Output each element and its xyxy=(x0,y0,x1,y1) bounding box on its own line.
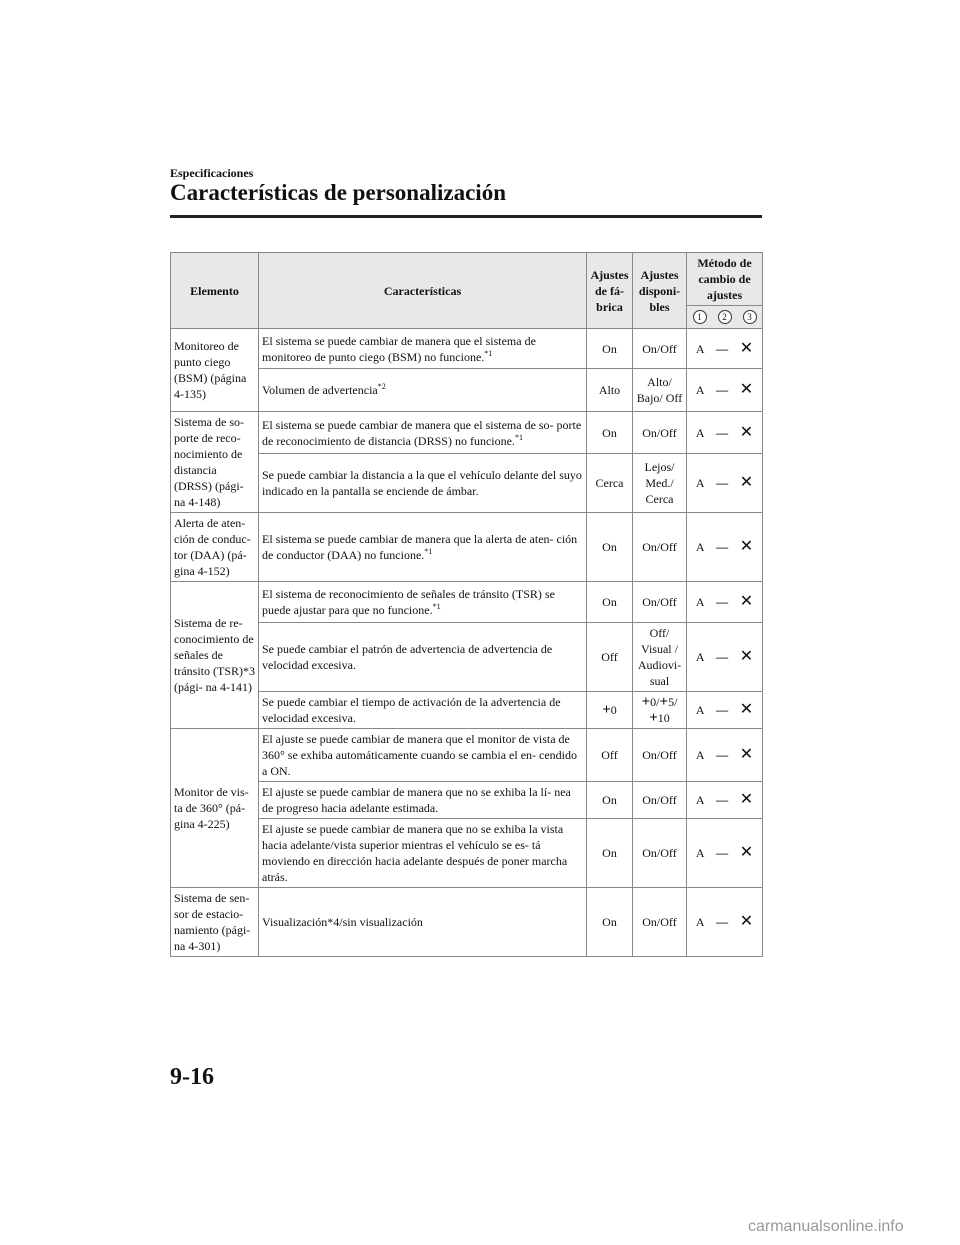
feature-text: Volumen de advertencia xyxy=(262,383,378,397)
dash-icon: — xyxy=(716,793,729,807)
factory-setting-cell: Alto xyxy=(587,369,633,412)
circle-2-icon: 2 xyxy=(718,310,732,324)
footnote-mark: *1 xyxy=(484,348,493,358)
circle-3-icon: 3 xyxy=(743,310,757,324)
method-cell xyxy=(687,412,763,454)
factory-setting-cell: On xyxy=(587,412,633,454)
table-row xyxy=(171,623,763,692)
dash-icon: — xyxy=(716,650,729,664)
method-a-mark: A xyxy=(695,540,705,554)
footnote-mark: *1 xyxy=(432,602,441,611)
cross-icon: ✕ xyxy=(739,339,754,357)
footnote-mark: *1 xyxy=(514,432,523,442)
element-cell: Monitoreo de punto ciego (BSM) (página 4-135) xyxy=(171,329,259,412)
method-cell xyxy=(687,623,763,692)
table-row xyxy=(171,412,763,454)
cross-icon: ✕ xyxy=(739,701,754,718)
cross-icon: ✕ xyxy=(739,648,754,665)
table-row xyxy=(171,454,763,513)
table-row xyxy=(171,329,763,369)
feature-text: Se puede cambiar el tiempo de activación de la advertencia de velocidad excesiva. xyxy=(262,695,561,725)
element-cell: Sistema de re- conocimiento de señales de tránsito (TSR)*3 (pági- na 4-141) xyxy=(171,582,259,729)
header-features: Características xyxy=(259,253,587,329)
method-cell xyxy=(687,888,763,957)
table-row xyxy=(171,582,763,623)
feature-text: El sistema se puede cambiar de manera que el sistema de so- porte de reconocimiento de distancia (DRSS) no funcione. xyxy=(262,417,582,448)
feature-text: El sistema de reconocimiento de señales de tránsito (TSR) se puede ajustar para que no funcione. xyxy=(262,587,555,617)
watermark: carmanualsonline.info xyxy=(748,1218,904,1235)
method-a-mark: A xyxy=(695,425,705,440)
method-a-mark: A xyxy=(695,341,705,356)
cross-icon: ✕ xyxy=(739,791,754,808)
feature-cell xyxy=(259,692,587,729)
available-settings-cell: Off/ Visual / Audiovi- sual xyxy=(633,623,687,692)
circle-1-icon: 1 xyxy=(693,310,707,324)
cross-icon: ✕ xyxy=(739,474,754,492)
available-settings-cell: +0/+5/ +10 xyxy=(633,692,687,729)
method-cell xyxy=(687,692,763,729)
method-cell xyxy=(687,369,763,412)
section-label: Especificaciones xyxy=(170,166,254,180)
feature-text: Se puede cambiar la distancia a la que el vehículo delante del suyo indicado en la pantalla se enciende de ámbar. xyxy=(262,468,582,499)
dash-icon: — xyxy=(716,425,729,440)
dash-icon: — xyxy=(716,383,729,397)
dash-icon: — xyxy=(716,748,729,762)
method-a-mark: A xyxy=(695,703,705,717)
method-a-mark: A xyxy=(695,383,705,397)
dash-icon: — xyxy=(716,341,729,356)
feature-text: El ajuste se puede cambiar de manera que el monitor de vista de 360° se exhiba automáticamente cuando se cambia el en- cendido a ON. xyxy=(262,732,578,778)
feature-text: Visualización*4/sin visualización xyxy=(262,915,423,929)
factory-setting-cell: +0 xyxy=(587,692,633,729)
available-settings-cell: On/Off xyxy=(633,329,687,369)
factory-setting-cell: On xyxy=(587,513,633,582)
feature-text: Se puede cambiar el patrón de advertencia de advertencia de velocidad excesiva. xyxy=(262,642,553,672)
available-settings-cell: On/Off xyxy=(633,782,687,819)
dash-icon: — xyxy=(716,540,729,554)
factory-setting-cell: On xyxy=(587,582,633,623)
available-settings-cell: On/Off xyxy=(633,582,687,623)
available-settings-cell: On/Off xyxy=(633,513,687,582)
header-available: Ajustes disponi- bles xyxy=(633,253,687,329)
factory-setting-cell: On xyxy=(587,329,633,369)
feature-cell xyxy=(259,369,587,412)
available-settings-cell: On/Off xyxy=(633,729,687,782)
cross-icon: ✕ xyxy=(739,423,754,441)
method-cell xyxy=(687,819,763,888)
feature-text: El sistema se puede cambiar de manera que el sistema de monitoreo de punto ciego (BSM) no funcione. xyxy=(262,333,536,364)
feature-cell xyxy=(259,513,587,582)
element-cell: Sistema de sen- sor de estacio- namiento (pági- na 4-301) xyxy=(171,888,259,957)
dash-icon: — xyxy=(716,915,729,929)
feature-cell xyxy=(259,623,587,692)
element-cell: Alerta de aten- ción de conduc- tor (DAA) (pá- gina 4-152) xyxy=(171,513,259,582)
factory-setting-cell: Off xyxy=(587,623,633,692)
element-cell: Monitor de vis- ta de 360° (pá- gina 4-225) xyxy=(171,729,259,888)
header-method-numbers xyxy=(687,306,763,329)
page-title: Características de personalización xyxy=(170,180,506,205)
table-body xyxy=(171,329,763,957)
feature-cell xyxy=(259,782,587,819)
title-rule xyxy=(170,215,762,218)
factory-setting-cell: Off xyxy=(587,729,633,782)
table-row xyxy=(171,729,763,782)
method-a-mark: A xyxy=(695,748,705,762)
table-row xyxy=(171,692,763,729)
method-a-mark: A xyxy=(695,476,705,491)
cross-icon: ✕ xyxy=(739,538,754,555)
header-element: Elemento xyxy=(171,253,259,329)
available-settings-cell: Alto/ Bajo/ Off xyxy=(633,369,687,412)
feature-cell xyxy=(259,412,587,454)
table-row xyxy=(171,888,763,957)
feature-text: El ajuste se puede cambiar de manera que no se exhiba la lí- nea de progreso hacia adelante estimada. xyxy=(262,785,571,815)
dash-icon: — xyxy=(716,846,729,860)
feature-text: El sistema se puede cambiar de manera que la alerta de aten- ción de conductor (DAA) no funcione. xyxy=(262,532,578,562)
dash-icon: — xyxy=(716,703,729,717)
footnote-mark: *1 xyxy=(424,547,433,556)
available-settings-cell: Lejos/ Med./ Cerca xyxy=(633,454,687,513)
factory-setting-cell: Cerca xyxy=(587,454,633,513)
feature-cell xyxy=(259,454,587,513)
header-method: Método de cambio de ajustes xyxy=(687,253,763,306)
feature-cell xyxy=(259,888,587,957)
feature-cell xyxy=(259,729,587,782)
method-a-mark: A xyxy=(695,595,705,609)
cross-icon: ✕ xyxy=(739,746,754,763)
available-settings-cell: On/Off xyxy=(633,819,687,888)
method-cell xyxy=(687,729,763,782)
cross-icon: ✕ xyxy=(739,593,754,610)
dash-icon: — xyxy=(716,476,729,491)
feature-cell xyxy=(259,329,587,369)
factory-setting-cell: On xyxy=(587,782,633,819)
feature-text: El ajuste se puede cambiar de manera que no se exhiba la vista hacia adelante/vista superior mientras el vehículo se es- tá moviendo en dirección hacia adelante después de poner marcha atrás. xyxy=(262,822,568,884)
factory-setting-cell: On xyxy=(587,888,633,957)
table-row xyxy=(171,369,763,412)
feature-cell xyxy=(259,819,587,888)
page-number: 9-16 xyxy=(170,1064,214,1090)
table-row xyxy=(171,513,763,582)
element-cell: Sistema de so- porte de reco- nocimiento de distancia (DRSS) (pági- na 4-148) xyxy=(171,412,259,513)
cross-icon: ✕ xyxy=(739,844,754,861)
method-a-mark: A xyxy=(695,915,705,929)
customization-table xyxy=(170,252,763,957)
available-settings-cell: On/Off xyxy=(633,888,687,957)
method-cell xyxy=(687,513,763,582)
method-cell xyxy=(687,329,763,369)
method-cell xyxy=(687,782,763,819)
footnote-mark: *2 xyxy=(377,382,386,391)
method-a-mark: A xyxy=(695,846,705,860)
cross-icon: ✕ xyxy=(739,913,754,930)
dash-icon: — xyxy=(716,595,729,609)
table-row xyxy=(171,782,763,819)
available-settings-cell: On/Off xyxy=(633,412,687,454)
method-a-mark: A xyxy=(695,793,705,807)
header-factory: Ajustes de fá- brica xyxy=(587,253,633,329)
cross-icon: ✕ xyxy=(739,381,754,398)
method-a-mark: A xyxy=(695,650,705,664)
feature-cell xyxy=(259,582,587,623)
factory-setting-cell: On xyxy=(587,819,633,888)
method-cell xyxy=(687,454,763,513)
method-cell xyxy=(687,582,763,623)
table-row xyxy=(171,819,763,888)
